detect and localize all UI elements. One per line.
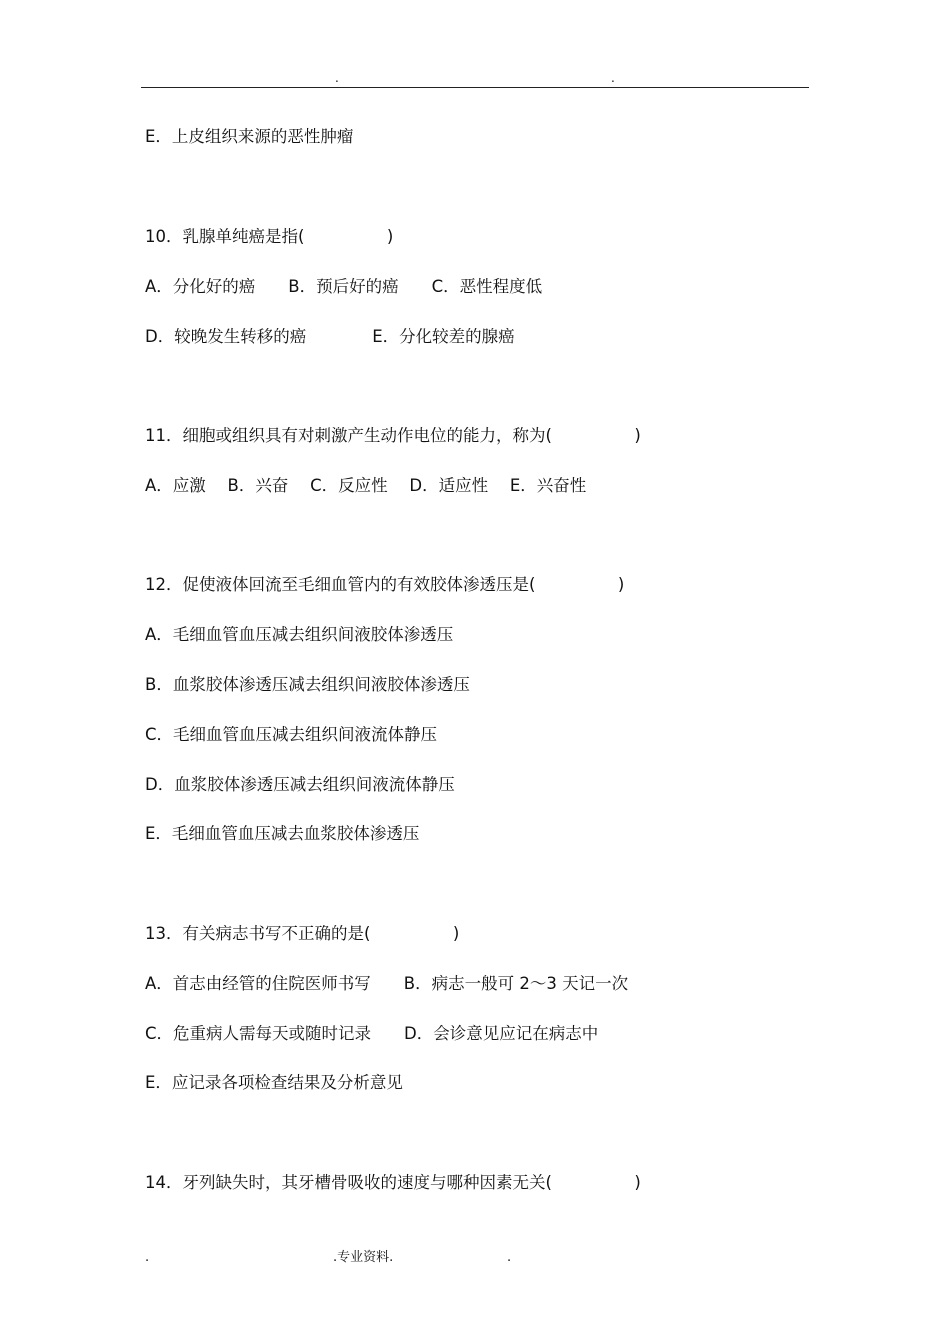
q9-option-e: E．上皮组织来源的恶性肿瘤 (145, 127, 354, 146)
q12-option-b: B．血浆胶体渗透压减去组织间液胶体渗透压 (145, 675, 470, 694)
footer-dot-right: . (507, 1250, 512, 1265)
q12-option-c: C．毛细血管血压减去组织间液流体静压 (145, 725, 438, 744)
q13-stem: 13．有关病志书写不正确的是( ) (145, 924, 460, 943)
header-dot-left: . (335, 71, 339, 85)
q13-option-e: E．应记录各项检查结果及分析意见 (145, 1073, 403, 1092)
header-dot-right: . (611, 71, 615, 85)
q13-options-cd: C．危重病人需每天或随时记录 D．会诊意见应记在病志中 (145, 1024, 599, 1043)
q10-stem: 10．乳腺单纯癌是指( ) (145, 227, 394, 246)
footer-dot-left: . (145, 1250, 150, 1265)
q13-options-ab: A．首志由经管的住院医师书写 B．病志一般可 2～3 天记一次 (145, 974, 629, 993)
q11-options: A．应激 B．兴奋 C．反应性 D．适应性 E．兴奋性 (145, 476, 587, 495)
q12-option-a: A．毛细血管血压减去组织间液胶体渗透压 (145, 625, 454, 644)
q10-options-de: D．较晚发生转移的癌 E．分化较差的腺癌 (145, 327, 515, 346)
q14-stem: 14．牙列缺失时，其牙槽骨吸收的速度与哪种因素无关( ) (145, 1173, 641, 1192)
q12-option-e: E．毛细血管血压减去血浆胶体渗透压 (145, 824, 420, 843)
q12-option-d: D．血浆胶体渗透压减去组织间液流体静压 (145, 775, 455, 794)
q12-stem: 12．促使液体回流至毛细血管内的有效胶体渗透压是( ) (145, 575, 625, 594)
q11-stem: 11．细胞或组织具有对刺激产生动作电位的能力，称为( ) (145, 426, 641, 445)
q10-options-abc: A．分化好的癌 B．预后好的癌 C．恶性程度低 (145, 277, 543, 296)
footer-label: .专业资料. (333, 1250, 394, 1265)
page-header-rule (141, 70, 809, 88)
